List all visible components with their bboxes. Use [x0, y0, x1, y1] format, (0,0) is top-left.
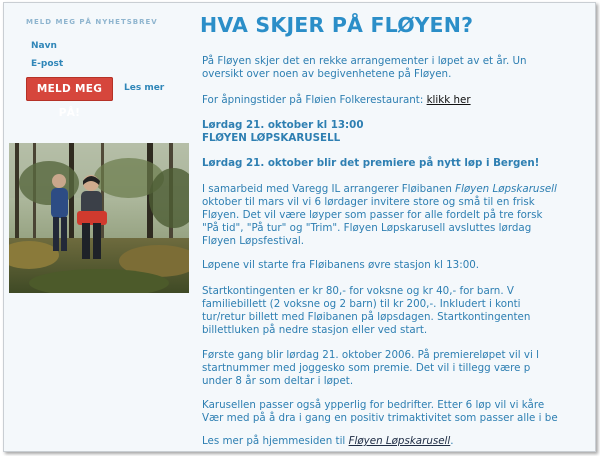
- email-field-label[interactable]: E-post: [31, 59, 64, 69]
- para3-line-1: Startkontingenten er kr 80,- for voksne og kr 40,- for barn. V: [202, 285, 514, 297]
- hours-text: For åpningstider på Fløien Folkerestaurant:: [202, 94, 424, 106]
- para1-line-1-italic: Fløyen Løpskarusell: [455, 183, 557, 195]
- intro-line-1: På Fløyen skjer det en rekke arrangementer i løpet av et år. Un: [202, 55, 527, 67]
- hours-link[interactable]: klikk her: [426, 94, 471, 106]
- intro-line-2: oversikt over noen av begivenhetene på Fløyen.: [202, 68, 452, 80]
- para4-line-2: startnummer med joggesko som premie. Det vil i tillegg være p: [202, 362, 531, 374]
- footer-line: [202, 435, 454, 448]
- para5-line-1: Karusellen passer også ypperlig for bedrifter. Etter 6 løp vil vi kåre: [202, 399, 545, 411]
- footer-text: Les mer på hjemmesiden til: [202, 435, 346, 447]
- para3-line-4: billettluken på nedre stasjon eller ved start.: [202, 324, 428, 336]
- page-title: HVA SKJER PÅ FLØYEN?: [200, 13, 474, 37]
- para5-line-2: Vær med på å dra i gang en positiv trimaktivitet som passer alle i be: [202, 412, 558, 424]
- para1-line-5: Fløyen Løpsfestival.: [202, 235, 305, 247]
- para1-line-1: [202, 183, 557, 196]
- para4-line-1: Første gang blir lørdag 21. oktober 2006. På premiereløpet vil vi l: [202, 349, 539, 361]
- footer-period: .: [450, 435, 454, 447]
- name-field-label[interactable]: Navn: [31, 41, 57, 51]
- para1-line-1-text: I samarbeid med Varegg IL arrangerer Fløibanen: [202, 183, 452, 195]
- footer-link[interactable]: Fløyen Løpskarusell: [348, 435, 451, 447]
- hours-line: [202, 94, 471, 107]
- para2: Løpene vil starte fra Fløibanens øvre stasjon kl 13:00.: [202, 259, 480, 271]
- newsletter-heading: MELD MEG PÅ NYHETSBREV: [26, 18, 158, 26]
- signup-button[interactable]: MELD MEG PÅ!: [26, 77, 113, 101]
- para1-line-3: Fløyen. Det vil være løyper som passer for alle fordelt på tre forsk: [202, 209, 543, 221]
- event-headline: Lørdag 21. oktober blir det premiere på nytt løp i Bergen!: [202, 157, 540, 169]
- para1-line-2: oktober til mars vil vi 6 lørdager invitere store og små til en frisk: [202, 196, 535, 208]
- para1-line-4: "På tid", "På tur" og "Trim". Fløyen Løpskarusell avsluttes lørdag: [202, 222, 532, 234]
- runners-photo: [9, 143, 189, 293]
- event-date: Lørdag 21. oktober kl 13:00: [202, 119, 364, 131]
- event-name: FLØYEN LØPSKARUSELL: [202, 132, 341, 144]
- sidebar: [4, 3, 190, 451]
- read-more-link[interactable]: Les mer: [124, 83, 165, 93]
- para3-line-2: familiebillett (2 voksne og 2 barn) til kr 200,-. Inkludert i konti: [202, 298, 521, 310]
- para4-line-3: under 8 år som deltar i løpet.: [202, 375, 354, 387]
- page-frame: [3, 2, 596, 452]
- forest-photo-image: [9, 143, 189, 293]
- para3-line-3: tur/retur billett med Fløibanen på løpsdagen. Startkontingenten: [202, 311, 531, 323]
